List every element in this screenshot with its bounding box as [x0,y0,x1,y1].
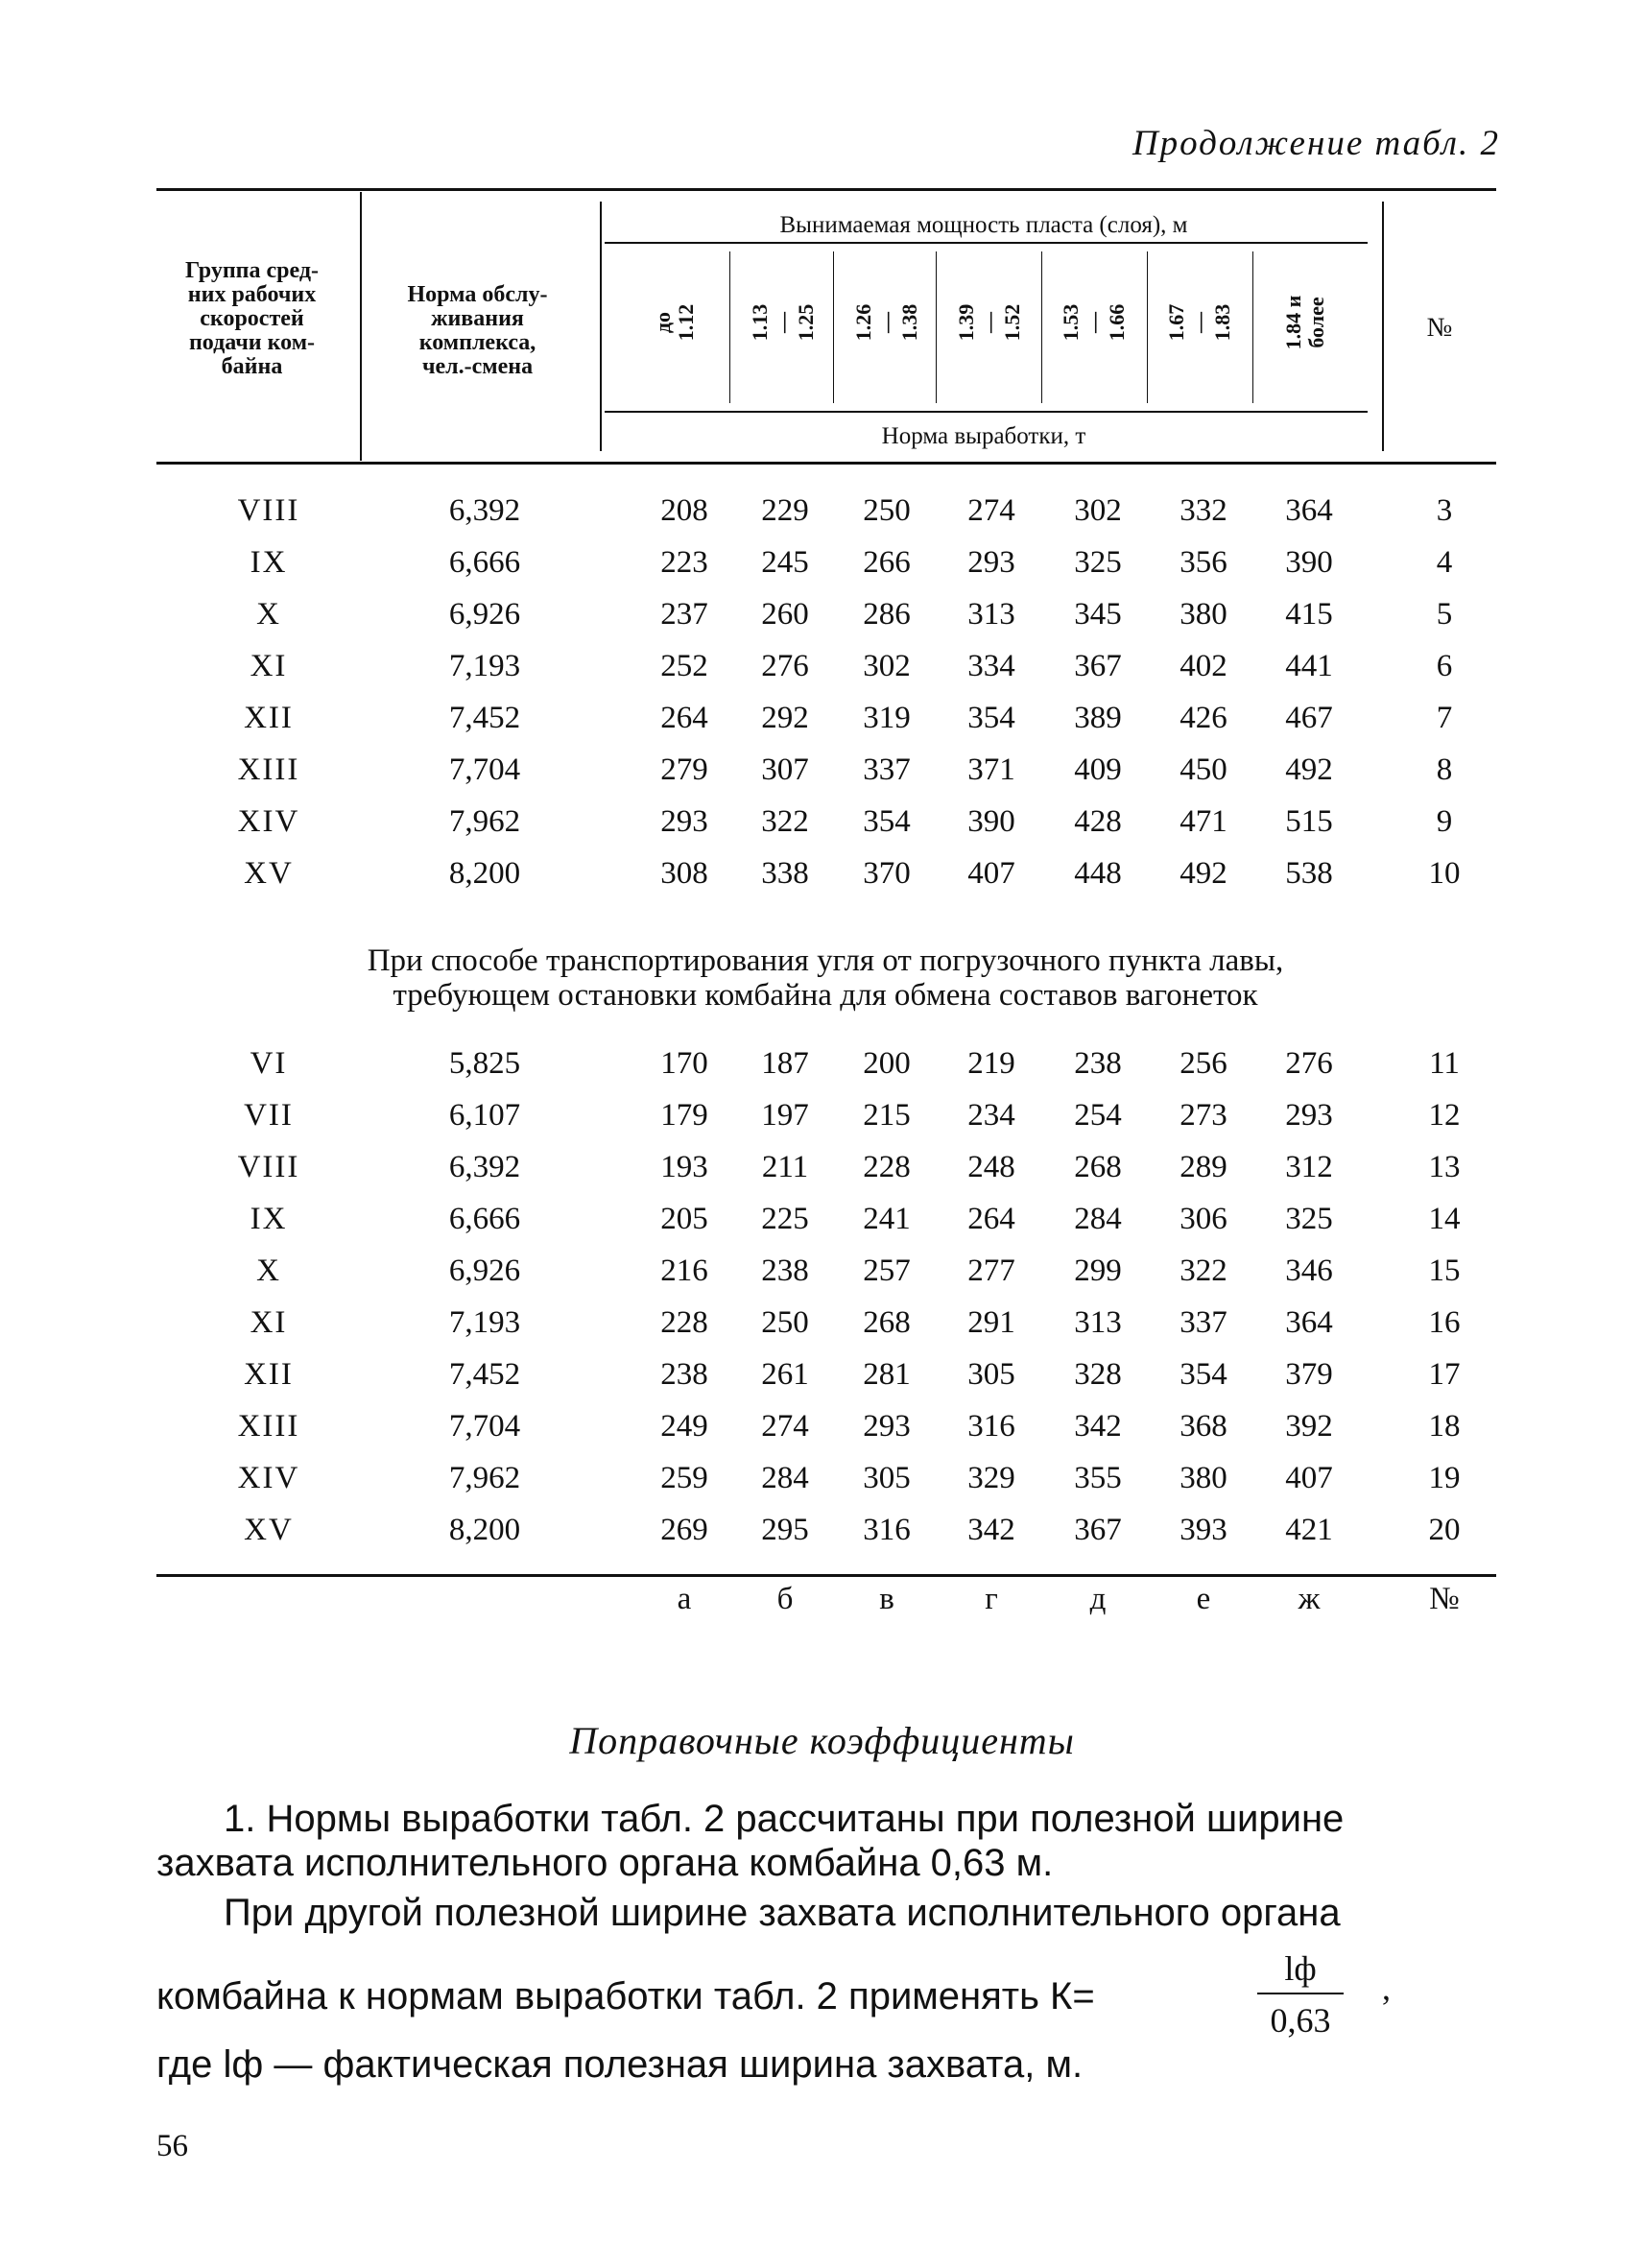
header-divider [360,192,362,461]
para3: где lф — фактическая полезная ширина захвата, м. [156,2043,1084,2086]
header-col-5 [1142,257,1257,388]
header-rule [605,411,1368,413]
cell-group: XI [250,649,288,683]
note-line-2: требующем остановки комбайна для обмена составов вагонеток [393,978,1258,1013]
cell-row-number: 8 [1436,752,1453,787]
cell-value: 325 [1285,1202,1333,1236]
cell-group: XV [244,1513,294,1547]
cell-value: 415 [1285,597,1333,632]
cell-value: 354 [967,701,1015,735]
cell-value: 305 [967,1357,1015,1392]
cell-value: 316 [967,1409,1015,1444]
cell-value: 250 [863,493,911,528]
cell-value: 356 [1179,545,1227,580]
page-number: 56 [156,2129,188,2163]
cell-norm: 7,193 [448,1305,521,1340]
cell-group: XIII [237,1409,300,1444]
table-row [0,1046,1644,1098]
cell-norm: 6,926 [448,597,521,632]
cell-group: VIII [237,1150,300,1184]
cell-value: 245 [761,545,809,580]
cell-value: 305 [863,1461,911,1495]
cell-value: 205 [660,1202,708,1236]
cell-value: 307 [761,752,809,787]
cell-group: XII [244,1357,294,1392]
cell-value: 306 [1179,1202,1227,1236]
cell-value: 260 [761,597,809,632]
cell-value: 292 [761,701,809,735]
header-col-label: 1.39—1.52 [954,303,1024,342]
cell-value: 252 [660,649,708,683]
cell-group: XIII [237,752,300,787]
cell-value: 229 [761,493,809,528]
header-col-3 [932,257,1047,388]
cell-norm: 7,962 [448,1461,521,1495]
cell-value: 295 [761,1513,809,1547]
cell-row-number: 5 [1436,597,1453,632]
cell-value: 302 [863,649,911,683]
cell-value: 328 [1074,1357,1122,1392]
cell-group: XV [244,856,294,891]
formula-fraction [1257,1948,1344,2041]
cell-value: 276 [761,649,809,683]
cell-norm: 7,452 [448,1357,521,1392]
cell-value: 237 [660,597,708,632]
cell-value: 538 [1285,856,1333,891]
cell-value: 368 [1179,1409,1227,1444]
cell-value: 179 [660,1098,708,1133]
cell-row-number: 10 [1428,856,1461,891]
cell-value: 492 [1285,752,1333,787]
cell-value: 200 [863,1046,911,1081]
cell-value: 467 [1285,701,1333,735]
cell-group: IX [250,1202,288,1236]
header-col-1 [726,257,841,388]
cell-row-number: 4 [1436,545,1453,580]
cell-value: 334 [967,649,1015,683]
cell-value: 241 [863,1202,911,1236]
cell-row-number: 15 [1428,1253,1461,1288]
cell-value: 354 [1179,1357,1227,1392]
cell-value: 364 [1285,1305,1333,1340]
header-col-label: 1.13—1.25 [748,303,818,342]
cell-norm: 7,962 [448,804,521,839]
cell-norm: 6,666 [448,545,521,580]
cell-group: VI [250,1046,288,1081]
cell-value: 264 [660,701,708,735]
cell-value: 322 [761,804,809,839]
cell-value: 211 [761,1150,809,1184]
cell-value: 219 [967,1046,1015,1081]
cell-value: 215 [863,1098,911,1133]
cell-row-number: 3 [1436,493,1453,528]
cell-value: 264 [967,1202,1015,1236]
cell-value: 274 [967,493,1015,528]
header-col-2 [829,257,944,388]
column-letter: а [677,1582,692,1616]
cell-value: 293 [863,1409,911,1444]
cell-value: 277 [967,1253,1015,1288]
cell-value: 193 [660,1150,708,1184]
cell-value: 273 [1179,1098,1227,1133]
cell-value: 228 [863,1150,911,1184]
table-row [0,1461,1644,1513]
cell-row-number: 13 [1428,1150,1461,1184]
cell-value: 302 [1074,493,1122,528]
para2-line2: комбайна к нормам выработки табл. 2 применять К= [156,1975,1095,2017]
cell-value: 276 [1285,1046,1333,1081]
header-col-6 [1248,257,1363,388]
cell-norm: 5,825 [448,1046,521,1081]
cell-group: XIV [237,804,300,839]
cell-value: 281 [863,1357,911,1392]
cell-row-number: 12 [1428,1098,1461,1133]
cell-value: 208 [660,493,708,528]
cell-group: X [256,597,281,632]
cell-value: 367 [1074,649,1122,683]
cell-value: 389 [1074,701,1122,735]
column-letter: г [985,1582,998,1616]
header-bottom-rule [156,462,1496,465]
header-col-label: 1.53—1.66 [1059,303,1129,342]
header-divider [600,202,602,451]
cell-value: 325 [1074,545,1122,580]
cell-value: 308 [660,856,708,891]
cell-value: 448 [1074,856,1122,891]
cell-value: 426 [1179,701,1227,735]
continuation-caption: Продолжение табл. 2 [1132,124,1500,163]
cell-row-number: 16 [1428,1305,1461,1340]
table-row [0,545,1644,597]
header-col-divider [936,251,937,403]
table-bottom-rule [156,1574,1496,1577]
cell-value: 380 [1179,1461,1227,1495]
cell-value: 319 [863,701,911,735]
cell-value: 346 [1285,1253,1333,1288]
cell-value: 259 [660,1461,708,1495]
cell-value: 238 [1074,1046,1122,1081]
column-letter: е [1196,1582,1211,1616]
cell-norm: 8,200 [448,856,521,891]
cell-value: 428 [1074,804,1122,839]
cell-row-number: 20 [1428,1513,1461,1547]
cell-group: VIII [237,493,300,528]
cell-value: 291 [967,1305,1015,1340]
cell-value: 492 [1179,856,1227,891]
table-row [0,1253,1644,1305]
table-row [0,1150,1644,1202]
header-col-label: до 1.12 [651,303,698,342]
table-row [0,701,1644,752]
note-line-1: При способе транспортирования угля от погрузочного пункта лавы, [367,943,1284,978]
cell-norm: 6,392 [448,1150,521,1184]
cell-value: 228 [660,1305,708,1340]
header-rule [605,242,1368,244]
cell-value: 380 [1179,597,1227,632]
cell-value: 238 [761,1253,809,1288]
para1-line1: 1. Нормы выработки табл. 2 рассчитаны при полезной ширине [224,1798,1345,1840]
cell-value: 407 [1285,1461,1333,1495]
cell-row-number: 11 [1429,1046,1460,1081]
cell-value: 238 [660,1357,708,1392]
cell-value: 393 [1179,1513,1227,1547]
cell-value: 261 [761,1357,809,1392]
fraction-denominator: 0,63 [1270,2001,1331,2040]
header-col-divider [1252,251,1253,403]
cell-value: 293 [1285,1098,1333,1133]
cell-value: 337 [863,752,911,787]
header-col-label: 1.26—1.38 [851,303,921,342]
cell-value: 354 [863,804,911,839]
cell-value: 249 [660,1409,708,1444]
column-letters [0,1582,1644,1630]
cell-value: 254 [1074,1098,1122,1133]
header-col-label: 1.67—1.83 [1164,303,1234,342]
cell-norm: 7,704 [448,1409,521,1444]
table-row [0,1513,1644,1564]
table-row [0,493,1644,545]
cell-group: X [256,1253,281,1288]
cell-row-number: 19 [1428,1461,1461,1495]
cell-value: 197 [761,1098,809,1133]
cell-value: 313 [1074,1305,1122,1340]
cell-value: 225 [761,1202,809,1236]
column-letter: д [1089,1582,1107,1616]
cell-value: 370 [863,856,911,891]
fraction-numerator: lф [1257,1948,1344,1994]
cell-value: 289 [1179,1150,1227,1184]
header-col-divider [833,251,834,403]
cell-value: 284 [1074,1202,1122,1236]
cell-norm: 6,926 [448,1253,521,1288]
cell-row-number: 7 [1436,701,1453,735]
cell-value: 187 [761,1046,809,1081]
table-row [0,1409,1644,1461]
header-col-0 [617,257,732,388]
cell-value: 268 [1074,1150,1122,1184]
cell-value: 256 [1179,1046,1227,1081]
cell-norm: 7,193 [448,649,521,683]
cell-norm: 6,392 [448,493,521,528]
table-row [0,597,1644,649]
cell-value: 312 [1285,1150,1333,1184]
column-letter: ж [1298,1582,1321,1616]
column-letter-num: № [1429,1582,1460,1616]
cell-group: XII [244,701,294,735]
cell-value: 250 [761,1305,809,1340]
cell-value: 371 [967,752,1015,787]
cell-value: 390 [967,804,1015,839]
cell-value: 342 [1074,1409,1122,1444]
cell-value: 421 [1285,1513,1333,1547]
cell-row-number: 14 [1428,1202,1461,1236]
cell-value: 248 [967,1150,1015,1184]
header-col-divider [1041,251,1042,403]
table-row [0,752,1644,804]
header-col-divider [1147,251,1148,403]
cell-group: XI [250,1305,288,1340]
formula-comma: , [1382,1969,1391,2007]
cell-value: 450 [1179,752,1227,787]
cell-value: 170 [660,1046,708,1081]
table-row [0,1305,1644,1357]
cell-row-number: 6 [1436,649,1453,683]
cell-row-number: 17 [1428,1357,1461,1392]
cell-value: 345 [1074,597,1122,632]
header-col-label: 1.84 и более [1281,295,1328,350]
cell-value: 316 [863,1513,911,1547]
cell-norm: 6,666 [448,1202,521,1236]
column-letter: в [879,1582,894,1616]
cell-value: 338 [761,856,809,891]
cell-value: 329 [967,1461,1015,1495]
table-row [0,804,1644,856]
cell-value: 471 [1179,804,1227,839]
table-row [0,1098,1644,1150]
cell-value: 407 [967,856,1015,891]
cell-norm: 7,704 [448,752,521,787]
cell-value: 234 [967,1098,1015,1133]
cell-value: 390 [1285,545,1333,580]
cell-group: IX [250,545,288,580]
cell-value: 402 [1179,649,1227,683]
cell-row-number: 18 [1428,1409,1461,1444]
cell-value: 274 [761,1409,809,1444]
table-row [0,649,1644,701]
cell-value: 293 [967,545,1015,580]
cell-norm: 7,452 [448,701,521,735]
cell-value: 268 [863,1305,911,1340]
para2-line1: При другой полезной ширине захвата исполнительного органа [224,1892,1341,1934]
cell-group: VII [244,1098,294,1133]
cell-norm: 6,107 [448,1098,521,1133]
cell-value: 441 [1285,649,1333,683]
cell-value: 364 [1285,493,1333,528]
section-title: Поправочные коэффициенты [569,1719,1075,1762]
header-col-divider [729,251,730,403]
header-group: Группа сред- них рабочих скоростей подачи ком- байна [185,258,319,379]
cell-norm: 8,200 [448,1513,521,1547]
cell-group: XIV [237,1461,300,1495]
table-row [0,1202,1644,1253]
cell-value: 332 [1179,493,1227,528]
cell-value: 367 [1074,1513,1122,1547]
header-output: Норма выработки, т [881,423,1086,449]
cell-value: 266 [863,545,911,580]
cell-value: 392 [1285,1409,1333,1444]
cell-value: 342 [967,1513,1015,1547]
cell-value: 515 [1285,804,1333,839]
cell-row-number: 9 [1436,804,1453,839]
cell-value: 337 [1179,1305,1227,1340]
column-letter: б [776,1582,794,1616]
cell-value: 355 [1074,1461,1122,1495]
cell-value: 379 [1285,1357,1333,1392]
cell-value: 286 [863,597,911,632]
cell-value: 257 [863,1253,911,1288]
table-row [0,1357,1644,1409]
cell-value: 279 [660,752,708,787]
table-top-rule [156,188,1496,191]
header-thickness: Вынимаемая мощность пласта (слоя), м [779,212,1188,238]
cell-value: 322 [1179,1253,1227,1288]
header-norm: Норма обслу- живания комплекса, чел.-смена [407,282,548,379]
cell-value: 409 [1074,752,1122,787]
header-col-4 [1036,257,1152,388]
cell-value: 293 [660,804,708,839]
cell-value: 313 [967,597,1015,632]
cell-value: 269 [660,1513,708,1547]
cell-value: 216 [660,1253,708,1288]
header-divider [1382,202,1384,451]
table-row [0,856,1644,908]
para1-line2: захвата исполнительного органа комбайна 0,63 м. [156,1842,1054,1884]
cell-value: 223 [660,545,708,580]
cell-value: 284 [761,1461,809,1495]
cell-value: 299 [1074,1253,1122,1288]
header-num: № [1426,313,1453,343]
